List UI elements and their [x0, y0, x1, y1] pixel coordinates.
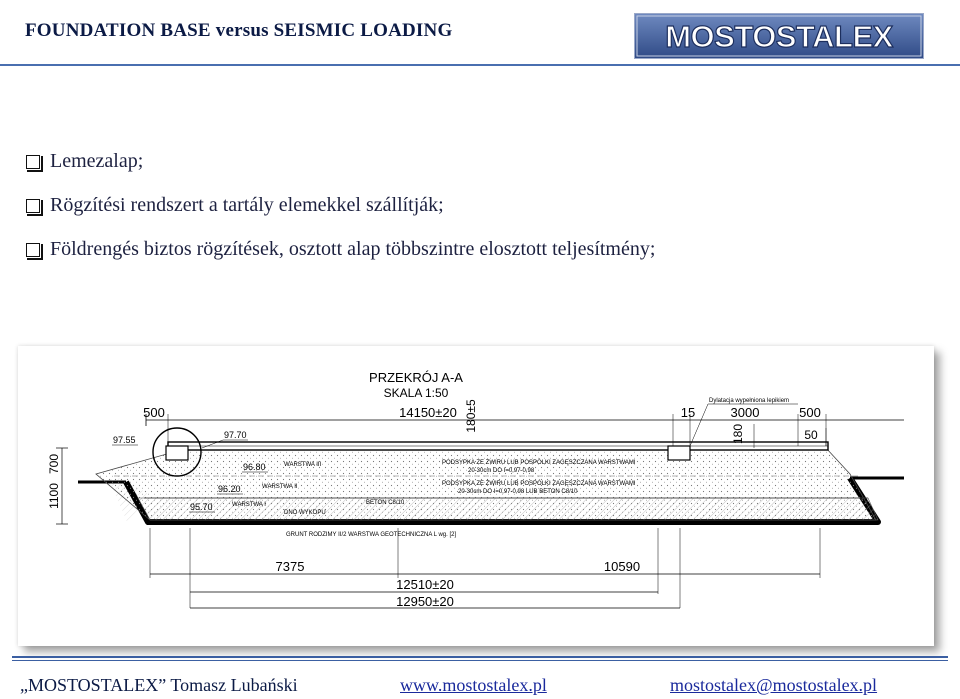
checkbox-bullet-icon [26, 243, 40, 257]
dim-top-vertical: 180±5 [464, 399, 478, 433]
layer-warstwa-1: WARSTWA I [232, 502, 266, 508]
checkbox-bullet-icon [26, 199, 40, 213]
bullet-item [26, 150, 655, 173]
layer-podsypka-2-line2: 20-30cm DO I=0,97-0,98 LUB BETON C8/10 [458, 489, 578, 495]
dim-bottom-7375: 7375 [275, 559, 305, 574]
page-title: FOUNDATION BASE versus SEISMIC LOADING [25, 20, 453, 41]
footer-divider [12, 656, 948, 658]
header-divider [0, 64, 960, 66]
footer-email-link[interactable]: mostostalex@mostostalex.pl [670, 675, 878, 695]
layer-beton: BETON C8/10 [366, 500, 405, 506]
footer-author: „MOSTOSTALEX” Tomasz Lubański [20, 675, 298, 695]
bullet-text: Földrengés biztos rögzítések, osztott alap többszintre elosztott teljesítmény; [50, 238, 656, 260]
layer-warstwa-2: WARSTWA II [262, 484, 298, 490]
level-9770: 97.70 [224, 430, 247, 440]
dim-bottom-10590: 10590 [603, 559, 641, 574]
dim-top-15: 15 [680, 405, 696, 420]
dim-right-50: 50 [804, 428, 818, 442]
layer-warstwa-3: WARSTWA III [284, 462, 322, 468]
level-9680: 96.80 [243, 462, 266, 472]
mostostalex-logo [634, 13, 924, 59]
dim-left-1100: 1100 [47, 483, 61, 509]
dim-top-3000: 3000 [730, 405, 760, 420]
logo-text: MOSTOSTALEX [665, 19, 893, 54]
bullet-item [26, 194, 655, 217]
drawing-scale: SKALA 1:50 [383, 386, 449, 400]
level-9570: 95.70 [190, 502, 213, 512]
bullet-item [26, 238, 655, 261]
layer-podsypka-2-line1: PODSYPKA ZE ŻWIRU LUB POSPÓLKI ZAGĘSZCZANA WARSTWAMI [442, 481, 636, 487]
layer-grunt: GRUNT RODZIMY II/2 WARSTWA GEOTECHNICZNA L wg. [2] [286, 532, 457, 538]
bullet-text: Lemezalap; [50, 150, 144, 172]
dim-top-500-right: 500 [799, 405, 821, 420]
dim-top-mid: 14150±20 [399, 405, 457, 420]
section-drawing [18, 346, 934, 646]
dim-right-180: 180 [731, 423, 745, 445]
drawing-title: PRZEKRÓJ A-A [369, 370, 463, 385]
dim-bottom-12510: 12510±20 [396, 577, 454, 592]
bullet-list [26, 150, 655, 282]
level-9620: 96.20 [218, 484, 241, 494]
note-dilatation: Dylatacja wypełniona lepikiem [709, 398, 790, 404]
footer-website-link[interactable]: www.mostostalex.pl [400, 675, 547, 695]
level-9755: 97.55 [113, 435, 136, 445]
dim-top-left: 500 [143, 405, 165, 420]
layer-dno: DNO WYKOPU [284, 510, 326, 516]
layer-podsypka-1-line1: PODSYPKA ZE ŻWIRU LUB POSPÓLKI ZAGĘSZCZANA WARSTWAMI [442, 460, 636, 466]
cad-drawing [18, 346, 934, 646]
checkbox-bullet-icon [26, 155, 40, 169]
bullet-text: Rögzítési rendszert a tartály elemekkel szállítják; [50, 194, 444, 216]
dim-bottom-12950: 12950±20 [396, 594, 454, 609]
dim-left-700: 700 [47, 453, 61, 475]
layer-podsypka-1-line2: 20-30cm DO I=0,97-0,98 [468, 468, 535, 474]
footer-divider-thin [12, 660, 948, 661]
